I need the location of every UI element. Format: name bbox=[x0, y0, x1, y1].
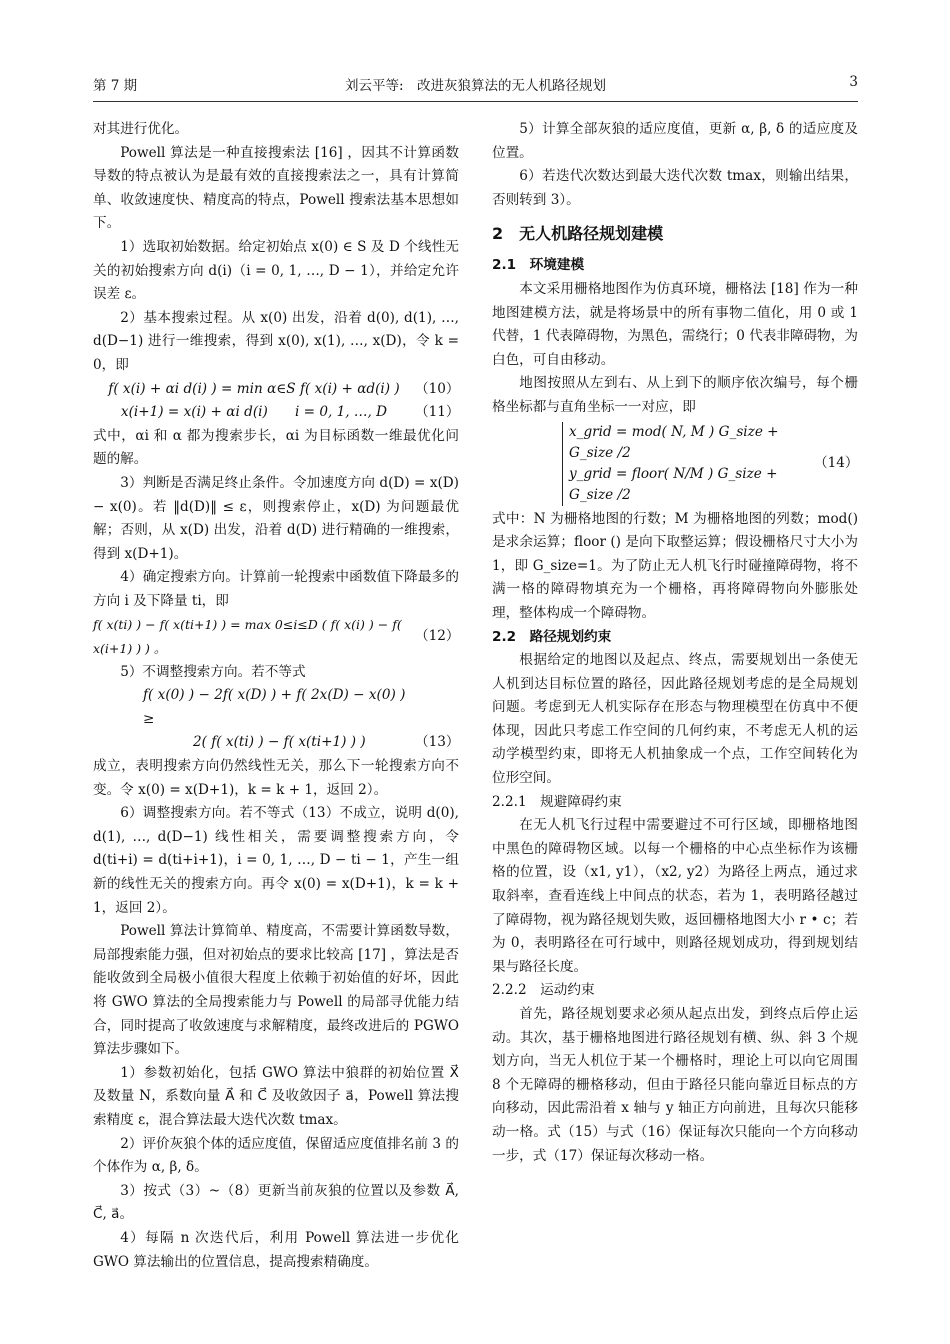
paragraph: 5）计算全部灰狼的适应度值，更新 α, β, δ 的适应度及位置。 bbox=[492, 121, 858, 161]
equation-number: （12） bbox=[415, 628, 460, 645]
paragraph: 3）判断是否满足终止条件。令加速度方向 d(D) = x(D) − x(0)。若 ‖d(D)‖ ≤ ε，则搜索停止，x(D) 为问题最优解；否则，从 x(D) 出发，沿着 d(D) 进行精确的一维搜索，得到 x(D+1)。 bbox=[93, 474, 459, 562]
subsection-heading: 2.1 环境建模 bbox=[492, 257, 585, 274]
subsection-heading: 2.2 路径规划约束 bbox=[492, 628, 612, 645]
equation-line: x_grid = mod( N, M ) G_size + G_size /2 bbox=[569, 423, 779, 461]
paragraph: 1）参数初始化，包括 GWO 算法中狼群的初始位置 X⃗ 及数量 N，系数向量 A⃗ 和 C⃗ 及收敛因子 a⃗，Powell 算法搜索精度 ε，混合算法最大迭代次数 tmax。 bbox=[93, 1064, 459, 1128]
paragraph: Powell 算法是一种直接搜索法 [16] ，因其不计算函数导数的特点被认为是最有效的直接搜索法之一，具有计算简单、收敛速度快、精度高的特点，Powell 搜索法基本思想如下。 bbox=[93, 144, 459, 232]
paragraph: 5）不调整搜索方向。若不等式 bbox=[120, 663, 306, 680]
equation-11 bbox=[93, 401, 459, 425]
equation-13 bbox=[93, 684, 459, 731]
paragraph: 地图按照从左到右、从上到下的顺序依次编号，每个栅格坐标都与直角坐标一一对应，即 bbox=[492, 375, 858, 415]
equation-12 bbox=[93, 613, 459, 660]
section-heading: 2 无人机路径规划建模 bbox=[492, 224, 664, 244]
right-column bbox=[492, 118, 858, 1168]
paragraph: 4）确定搜索方向。计算前一轮搜索中函数值下降最多的方向 i 及下降量 ti，即 bbox=[93, 569, 459, 609]
header-rule bbox=[93, 101, 858, 102]
paragraph: 首先，路径规划要求必须从起点出发，到终点后停止运动。其次，基于栅格地图进行路径规划有横、纵、斜 3 个规划方向，当无人机位于某一个栅格时，理论上可以向它周围 8 个无障碍的栅格移动，但由于路径只能向靠近目标点的方向移动，因此需沿着 x 轴与 y 轴正方向前进，且每次只能移动一格。式（15）与式（16）保证每次只能向一个方向移动一步，式（17）保证每次移动一格。 bbox=[492, 1006, 858, 1164]
equation-brace bbox=[562, 422, 814, 506]
paragraph: 6）调整搜索方向。若不等式（13）不成立，说明 d(0), d(1), …, d(D−1) 线性相关，需要调整搜索方向，令 d(ti+i) = d(ti+i+1)，i = 0, 1, …, D − ti − 1，产生一组新的线性无关的搜索方向。再令 x(0) = x(D+1)，k = k + 1，返回 2）。 bbox=[93, 805, 459, 916]
equation-number: （10） bbox=[415, 380, 460, 397]
paragraph: 2）评价灰狼个体的适应度值，保留适应度值排名前 3 的个体作为 α, β, δ。 bbox=[93, 1135, 459, 1176]
equation-number: （13） bbox=[415, 734, 460, 751]
paragraph: 3）按式（3）~（8）更新当前灰狼的位置以及参数 A⃗, C⃗, a⃗。 bbox=[93, 1182, 459, 1223]
equation-body: f( x(i) + αi d(i) ) = min α∈S f( x(i) + αd(i) ) bbox=[108, 380, 400, 397]
paragraph: 2）基本搜索过程。从 x(0) 出发，沿着 d(0), d(1), …, d(D−1) 进行一维搜索，得到 x(0), x(1), …, x(D)，令 k = 0，即 bbox=[93, 309, 459, 373]
equation-number: （11） bbox=[415, 404, 460, 421]
subsubsection-heading: 2.2.1 规避障碍约束 bbox=[492, 793, 622, 810]
equation-body: 2( f( x(ti) ) − f( x(ti+1) ) ) bbox=[193, 734, 366, 751]
running-header bbox=[93, 74, 858, 100]
equation-body: x(i+1) = x(i) + αi d(i) i = 0, 1, …, D bbox=[120, 404, 388, 421]
paragraph: 4）每隔 n 次迭代后，利用 Powell 算法进一步优化 GWO 算法输出的位置信息，提高搜索精确度。 bbox=[93, 1229, 459, 1270]
equation-body: f( x(0) ) − 2f( x(D) ) + f( 2x(D) − x(0) ) ≥ bbox=[143, 687, 406, 727]
equation-body: f( x(ti) ) − f( x(ti+1) ) = max 0≤i≤D ( f( x(i) ) − f( x(i+1) ) ) 。 bbox=[93, 617, 402, 657]
left-column bbox=[93, 118, 459, 1274]
equation-14 bbox=[492, 420, 858, 508]
paragraph: 1）选取初始数据。给定初始点 x(0) ∈ S 及 D 个线性无关的初始搜索方向 d(i)（i = 0, 1, …, D − 1），并给定允许误差 ε。 bbox=[93, 238, 459, 303]
paragraph: 6）若迭代次数达到最大迭代次数 tmax，则输出结果，否则转到 3）。 bbox=[492, 168, 858, 208]
equation-number: （14） bbox=[814, 455, 859, 472]
running-title: 刘云平等: 改进灰狼算法的无人机路径规划 bbox=[344, 78, 607, 94]
page-number: 3 bbox=[849, 74, 858, 90]
paragraph: 在无人机飞行过程中需要避过不可行区域，即栅格地图中黑色的障碍物区域。以每一个栅格的中心点坐标作为该栅格的位置，设（x1, y1），（x2, y2）为路径上两点，通过求取斜率，查看连线上中间点的状态，若为 1，表明路径越过了障碍物，视为路径规划失败，返回栅格地图大小 r • c；若为 0，表明路径在可行域中，则路径规划成功，得到规划结果与路径长度。 bbox=[492, 817, 858, 975]
paragraph: 成立，表明搜索方向仍然线性无关，那么下一轮搜索方向不变。令 x(0) = x(D+1)，k = k + 1，返回 2）。 bbox=[93, 758, 459, 798]
equation-10 bbox=[93, 378, 459, 402]
equation-line: y_grid = floor( N/M ) G_size + G_size /2 bbox=[569, 465, 778, 503]
equation-13-cont bbox=[93, 731, 459, 755]
paragraph: 式中：N 为栅格地图的行数；M 为栅格地图的列数；mod() 是求余运算；floor () 是向下取整运算；假设栅格尺寸大小为 1，即 G_size=1。为了防止无人机飞行时碰撞障碍物，将不满一格的障碍物填充为一个栅格，再将障碍物向外膨胀处理，整体构成一个障碍物。 bbox=[492, 510, 858, 621]
paragraph: 式中，αi 和 α 都为搜索步长，αi 为目标函数一维最优化问题的解。 bbox=[93, 427, 459, 468]
paragraph: Powell 算法计算简单、精度高，不需要计算函数导数，局部搜索能力强，但对初始点的要求比较高 [17] ，算法是否能收敛到全局极小值很大程度上依赖于初始值的好坏，因此将 GWO 算法的全局搜索能力与 Powell 的局部寻优能力结合，同时提高了收敛速度与求解精度，最终改进后的 PGWO 算法步骤如下。 bbox=[93, 923, 459, 1058]
subsubsection-heading: 2.2.2 运动约束 bbox=[492, 982, 595, 999]
issue-label: 第 7 期 bbox=[93, 78, 138, 94]
paragraph: 根据给定的地图以及起点、终点，需要规划出一条使无人机到达目标位置的路径，因此路径规划考虑的是全局规划问题。考虑到无人机实际存在形态与物理模型在仿真中不便体现，因此只考虑工作空间的几何约束，不考虑无人机的运动学模型约束，即将无人机抽象成一个点，工作空间转化为位形空间。 bbox=[492, 652, 858, 787]
paragraph: 对其进行优化。 bbox=[93, 121, 189, 137]
paragraph: 本文采用栅格地图作为仿真环境，栅格法 [18] 作为一种地图建模方法，就是将场景中的所有事物二值化，用 0 或 1 代替，1 代表障碍物，为黑色，需绕行；0 代表非障碍物，为白色，可自由移动。 bbox=[492, 280, 858, 368]
